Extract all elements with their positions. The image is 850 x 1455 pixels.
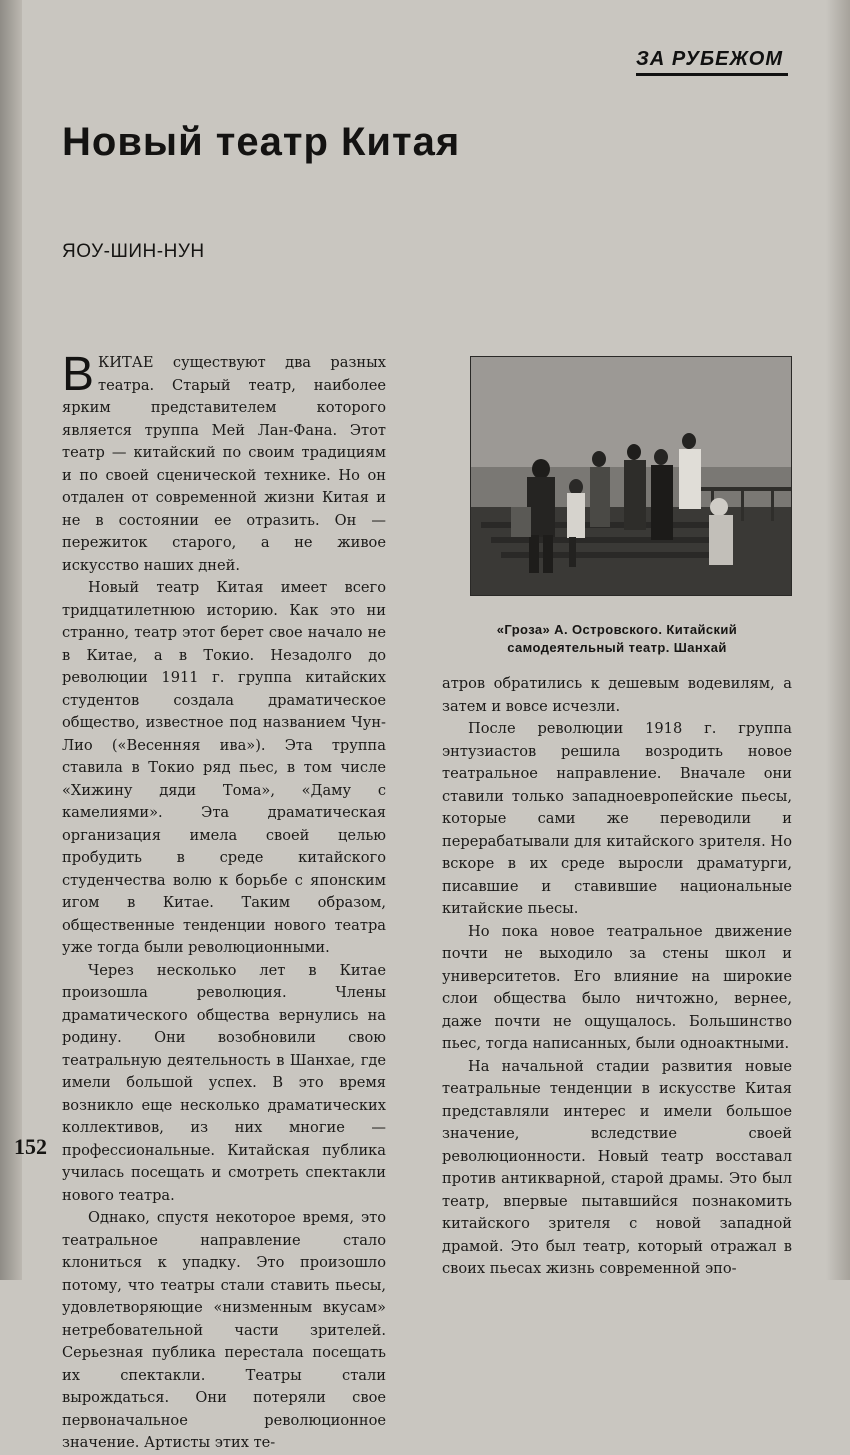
paragraph-7: Но пока новое театральное движение почти не выходило за стены школ и университетов. Его влияние на широкие слои общества было ничтожно, вернее, даже почти не ощущалось. Большинство пьес, тогда написанных, были одноактными. (442, 922, 792, 1052)
page-outer-edge (826, 0, 850, 1280)
photo-caption-line-1: «Гроза» А. Островского. Китайский (496, 622, 738, 637)
theatre-photo (470, 356, 792, 596)
page-number: 152 (14, 1134, 47, 1159)
paragraph-4: Однако, спустя некоторое время, это театральное направление стало клониться к упадку. Это произошло потому, что театры стали ставить пьесы, удовлетворяющие «низменным вкусам» нетребовательной части зрителей. Серьезная публика перестала посещать их спектакли. Театры стали вырождаться. Они потеряли свое первоначальное революционное значение. Артисты этих те- (62, 1209, 386, 1451)
photo-caption (442, 621, 792, 657)
paragraph-3: Через несколько лет в Китае произошла революция. Члены драматического общества вернулись на родину. Они возобновили свою театральную деятельность в Шанхае, где имели большой успех. В это время возникло еще несколько драматических коллективов, из них многие — профессиональные. Китайская публика училась посещать и смотреть спектакли нового театра. (62, 961, 386, 1204)
theatre-photo-image (471, 357, 791, 595)
paragraph-6: После революции 1918 г. группа энтузиастов решила возродить новое театральное направление. Вначале они ставили только западноевропейские пьесы, которые сами же переводили и перерабатывали для китайского зрителя. Но вскоре в их среде выросли драматурги, писавшие и ставившие национальные китайские пьесы. (442, 720, 792, 917)
article-title: Новый театр Китая (62, 120, 461, 164)
left-column (62, 348, 386, 1455)
paragraph-5: атров обратились к дешевым водевилям, а затем и вовсе исчезли. (442, 675, 792, 715)
paragraph-1-text: КИТАЕ существуют два разных театра. Старый театр, наиболее ярким представителем которого является труппа Мей Лан-Фана. Этот театр — китайский по своим традициям и по своей сценической технике. Но он отдален от современной жизни Китая и не в состоянии ее отразить. Он — пережиток старого, а не живое искусство наших дней. (62, 354, 386, 574)
section-label: ЗА РУБЕЖОМ (636, 48, 788, 76)
paragraph-1 (62, 348, 386, 577)
photo-caption-line-2: самодеятельный театр. Шанхай (507, 640, 727, 655)
right-column (442, 673, 792, 1281)
page-binding-edge (0, 0, 22, 1280)
paragraph-8: На начальной стадии развития новые театральные тенденции в искусстве Китая представляли интерес и имели большое значение, вследствие своей революционности. Новый театр восставал против антикварной, старой драмы. Это был театр, впервые пытавшийся познакомить китайского зрителя с новой западной драмой. Это был театр, который отражал в своих пьесах жизнь современной эпо- (442, 1057, 792, 1277)
paragraph-2: Новый театр Китая имеет всего тридцатилетнюю историю. Как это ни странно, театр этот берет свое начало не в Китае, а в Токио. Незадолго до революции 1911 г. группа китайских студентов создала драматическое общество, известное под названием Чун-Лио («Весенняя ива»). Эта труппа ставила в Токио ряд пьес, в том числе «Хижину дяди Тома», «Даму с камелиями». Эта драматическая организация имела своей целью пробудить в среде китайского студенчества волю к борьбе с японским игом в Китае. Таким образом, общественные тенденции нового театра уже тогда были революционными. (62, 579, 386, 956)
article-author: ЯОУ-ШИН-НУН (62, 241, 205, 262)
drop-cap: В (62, 348, 95, 401)
